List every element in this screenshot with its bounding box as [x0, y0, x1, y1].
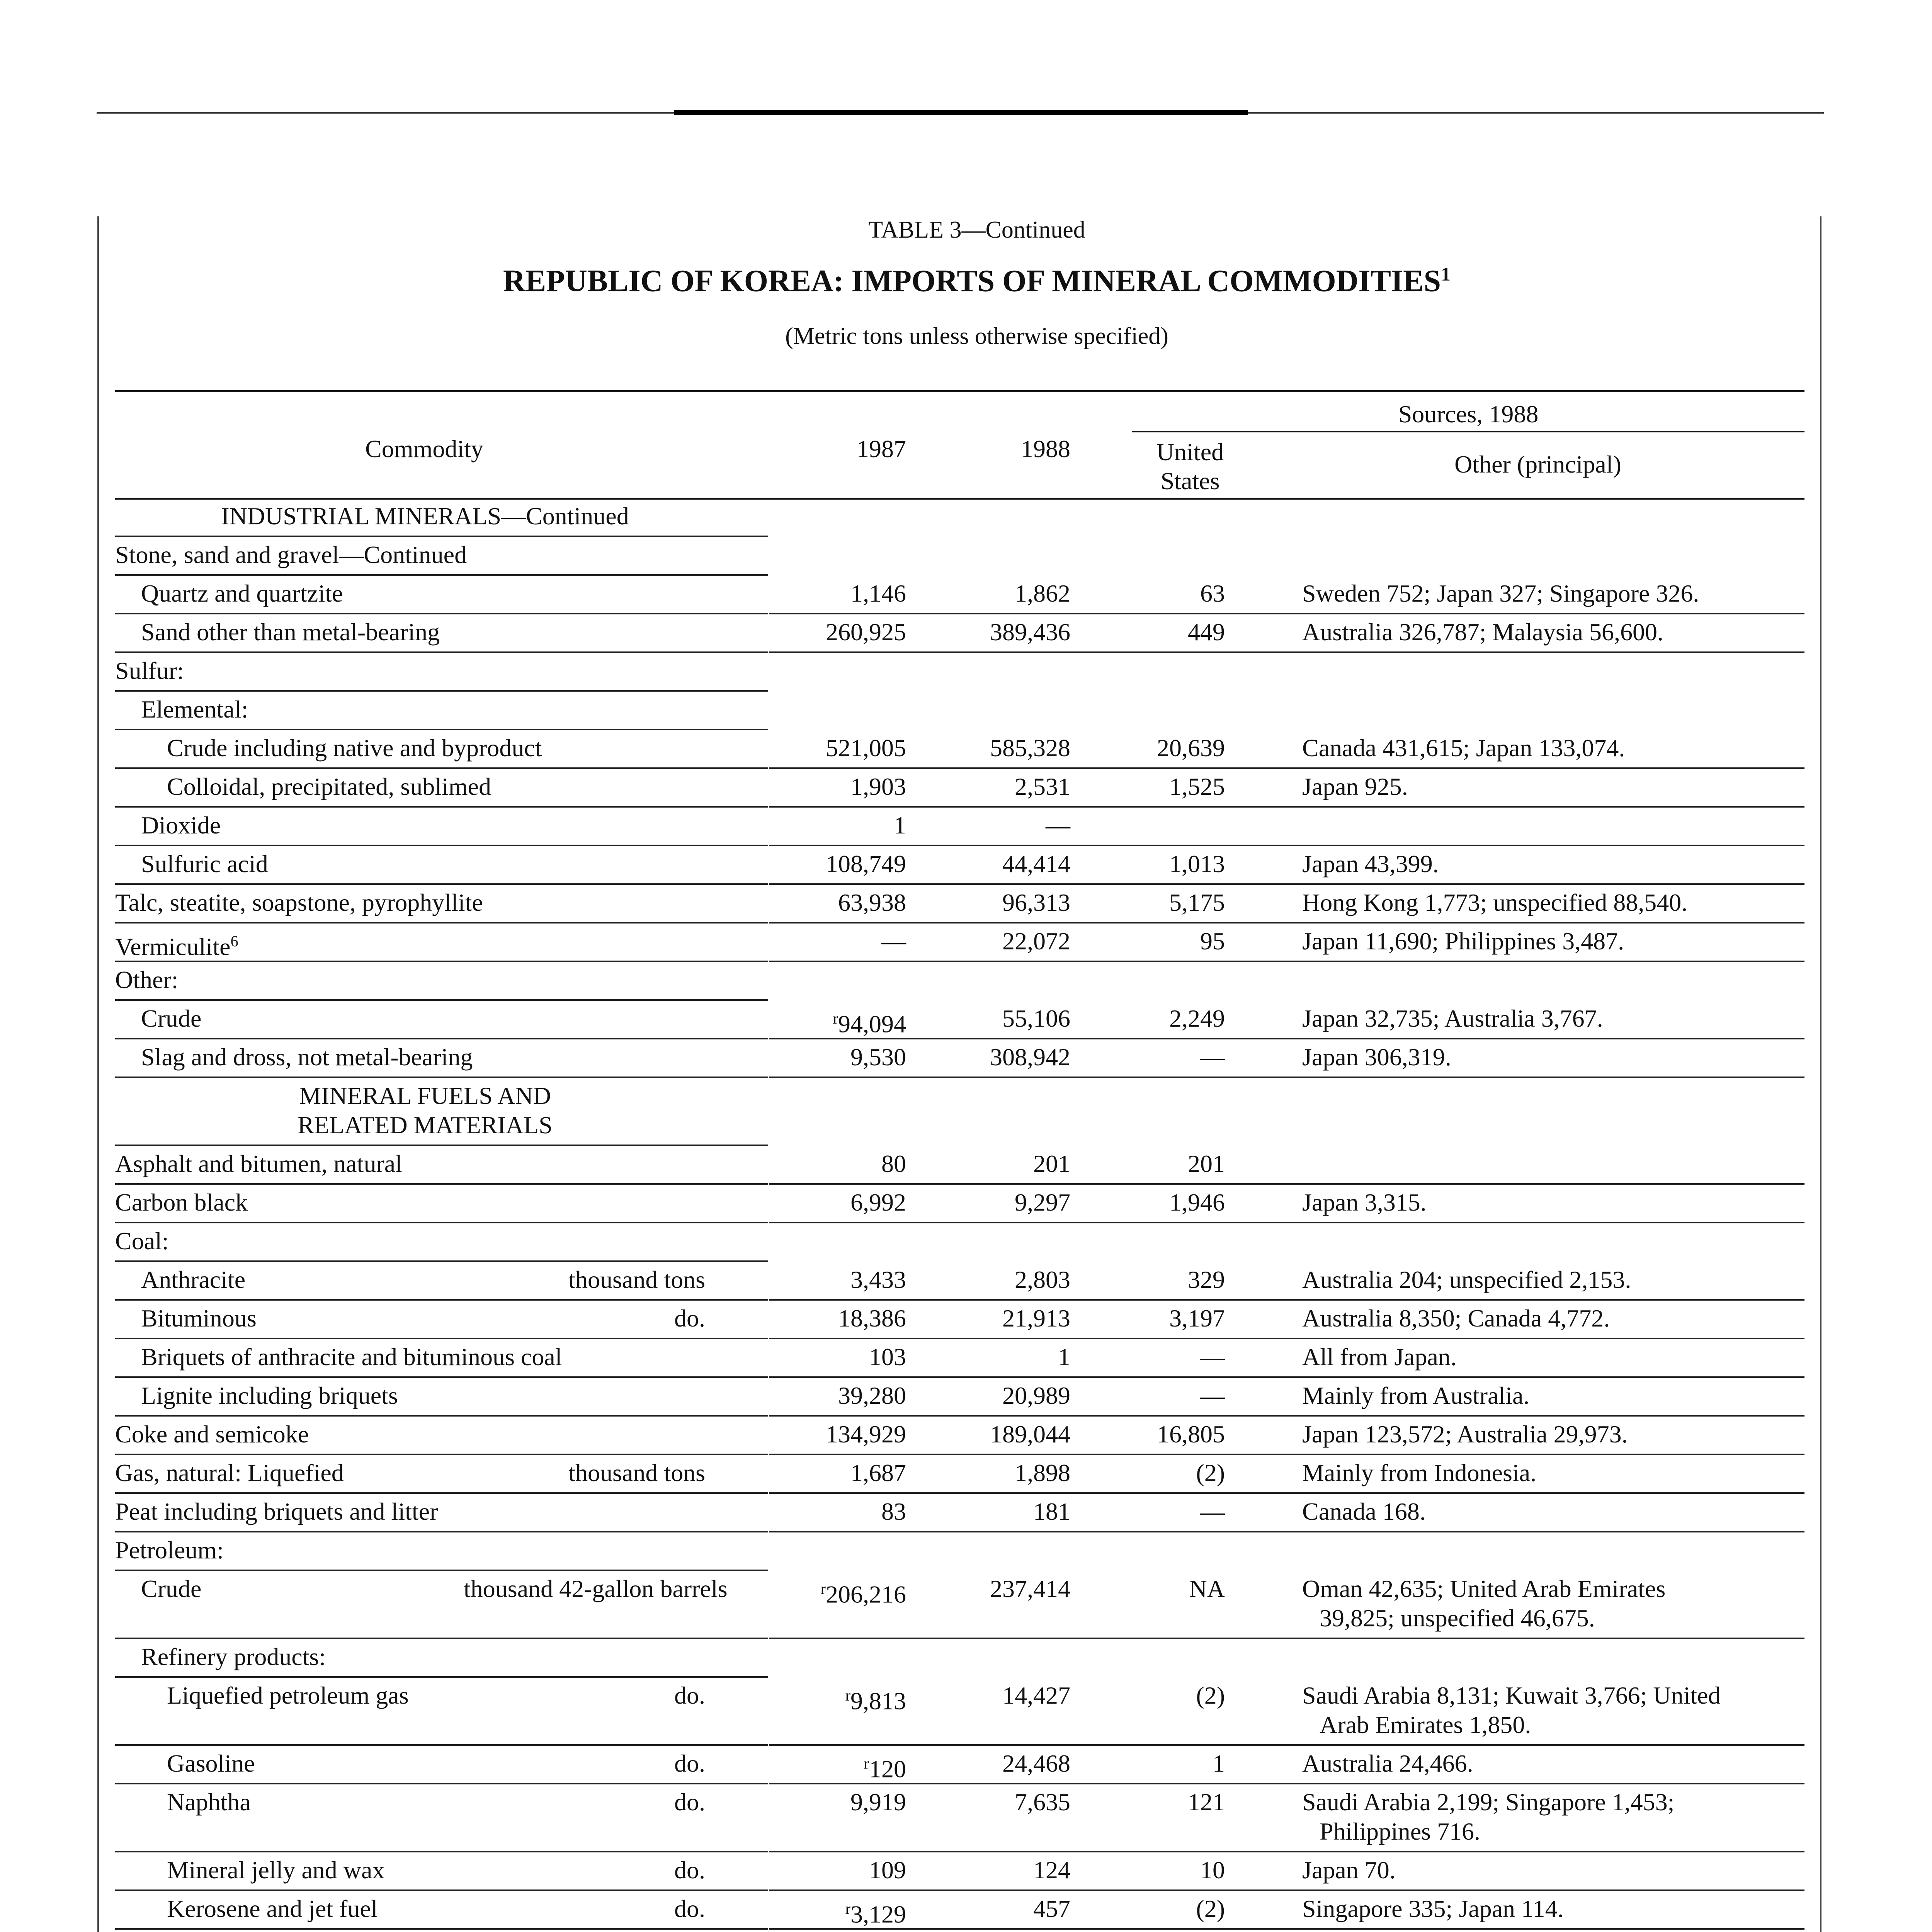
other-sources-line: Japan 123,572; Australia 29,973. — [1302, 1420, 1628, 1448]
table-row — [0, 1339, 1932, 1378]
value-1988: 55,106 — [1002, 1005, 1070, 1032]
other-sources-line: Hong Kong 1,773; unspecified 88,540. — [1302, 889, 1688, 916]
commodity-name-text: Kerosene and jet fuel — [167, 1895, 378, 1922]
value-1987-text: 206,216 — [826, 1580, 906, 1608]
other-sources — [1302, 1681, 1804, 1740]
commodity-name-text: Anthracite — [141, 1266, 246, 1293]
commodity-name — [141, 849, 268, 879]
other-sources — [1302, 1265, 1804, 1294]
section-heading — [155, 502, 696, 531]
commodity-name — [141, 1574, 201, 1604]
value-1987 — [769, 1304, 906, 1333]
value-united-states: NA — [1189, 1575, 1225, 1602]
commodity-name — [115, 888, 483, 917]
commodity-name — [115, 927, 238, 961]
value-united-states: — — [1200, 1343, 1225, 1371]
commodity-name-text: Gasoline — [167, 1750, 255, 1777]
commodity-name-text: Lignite including briquets — [141, 1382, 398, 1409]
value-united-states: 449 — [1188, 618, 1225, 646]
col-header-commodity: Commodity — [365, 435, 483, 463]
group-row — [0, 962, 1932, 1001]
commodity-name — [115, 656, 184, 685]
value-united-states: — — [1200, 1043, 1225, 1071]
unit-label: do. — [674, 1856, 705, 1884]
value-1987-text: 521,005 — [826, 734, 906, 762]
table-row — [0, 1784, 1932, 1852]
value-1987 — [769, 772, 906, 801]
commodity-name-text: Vermiculite — [115, 933, 231, 961]
revised-mark: r — [833, 1010, 838, 1027]
commodity-name — [115, 540, 467, 570]
commodity-name — [115, 1149, 402, 1179]
table-title-footnote-mark: 1 — [1440, 263, 1451, 285]
unit-label: thousand 42-gallon barrels — [464, 1575, 728, 1602]
table-row — [0, 1571, 1932, 1639]
table-row — [0, 1262, 1932, 1301]
other-sources-line: Japan 11,690; Philippines 3,487. — [1302, 927, 1624, 955]
other-sources — [1302, 1188, 1804, 1217]
commodity-name-text: Slag and dross, not metal-bearing — [141, 1043, 473, 1071]
value-1987-text: 9,919 — [850, 1788, 906, 1816]
value-1988: 1 — [1058, 1343, 1070, 1371]
revised-mark: r — [845, 1900, 850, 1917]
value-1987 — [769, 1188, 906, 1217]
commodity-name-text: Other: — [115, 966, 179, 993]
value-1988: 22,072 — [1002, 927, 1070, 955]
value-1987-text: 120 — [869, 1755, 906, 1783]
commodity-name — [115, 1497, 438, 1526]
other-sources — [1302, 1574, 1804, 1633]
commodity-name — [167, 1787, 251, 1817]
value-1987-text: 3,433 — [850, 1266, 906, 1293]
unit-label: do. — [674, 1788, 705, 1816]
value-united-states: 1,013 — [1169, 850, 1225, 878]
commodity-name-text: Colloidal, precipitated, sublimed — [167, 773, 491, 800]
value-united-states: — — [1200, 1498, 1225, 1525]
value-1988: 44,414 — [1002, 850, 1070, 878]
table-row — [0, 1678, 1932, 1746]
commodity-name-text: Liquefied petroleum gas — [167, 1682, 409, 1709]
commodity-name — [115, 1536, 224, 1565]
value-1987 — [769, 1855, 906, 1885]
commodity-name-text: Dioxide — [141, 811, 221, 839]
value-united-states: 1,525 — [1169, 773, 1225, 800]
value-1987 — [769, 1458, 906, 1488]
commodity-name — [141, 1642, 326, 1672]
section-heading-line: INDUSTRIAL MINERALS—Continued — [221, 502, 629, 530]
table-row — [0, 1930, 1932, 1932]
value-1987-text: 103 — [869, 1343, 906, 1371]
section-heading-row — [0, 498, 1932, 537]
commodity-name-text: Bituminous — [141, 1304, 257, 1332]
value-1988: 585,328 — [990, 734, 1070, 762]
other-sources — [1302, 1342, 1804, 1372]
value-1988: 308,942 — [990, 1043, 1070, 1071]
value-1987-text: 6,992 — [850, 1189, 906, 1216]
table-row — [0, 923, 1932, 962]
other-sources-line: Mainly from Australia. — [1302, 1382, 1530, 1409]
commodity-name — [115, 1458, 344, 1488]
commodity-name-text: Talc, steatite, soapstone, pyrophyllite — [115, 889, 483, 916]
section-heading-line: RELATED MATERIALS — [298, 1111, 553, 1139]
commodity-name — [167, 772, 491, 801]
value-1988: 7,635 — [1015, 1788, 1070, 1816]
value-1987-text: 94,094 — [838, 1010, 906, 1038]
value-united-states: 3,197 — [1169, 1304, 1225, 1332]
table-row — [0, 1494, 1932, 1532]
commodity-name — [167, 733, 542, 763]
commodity-name — [141, 1381, 398, 1410]
other-sources — [1302, 772, 1804, 801]
value-united-states: 10 — [1200, 1856, 1225, 1884]
other-sources-line: Japan 43,399. — [1302, 850, 1439, 878]
value-1988: 24,468 — [1002, 1750, 1070, 1777]
value-1987-text: 1,146 — [850, 580, 906, 607]
group-row — [0, 1223, 1932, 1262]
unit-label: do. — [674, 1682, 705, 1709]
col-header-1988: 1988 — [1021, 435, 1070, 463]
revised-mark: r — [864, 1755, 869, 1772]
other-sources — [1302, 1043, 1804, 1072]
commodity-name — [115, 1226, 169, 1256]
value-1987-text: 9,813 — [850, 1687, 906, 1715]
table-row — [0, 1746, 1932, 1784]
table-row — [0, 576, 1932, 614]
other-sources — [1302, 927, 1804, 956]
unit-label: thousand tons — [568, 1459, 705, 1486]
value-1988: 457 — [1033, 1895, 1070, 1922]
value-united-states: 63 — [1200, 580, 1225, 607]
other-sources-line: Oman 42,635; United Arab Emirates — [1302, 1575, 1666, 1602]
value-1987 — [769, 733, 906, 763]
value-1987 — [769, 811, 906, 840]
value-1987-text: 39,280 — [838, 1382, 906, 1409]
value-united-states: (2) — [1196, 1895, 1225, 1922]
revised-mark: r — [845, 1687, 850, 1704]
commodity-footnote-mark: 6 — [230, 932, 238, 950]
commodity-name — [141, 695, 248, 724]
value-1988: 2,803 — [1015, 1266, 1070, 1293]
other-sources-line: Saudi Arabia 8,131; Kuwait 3,766; United — [1302, 1682, 1721, 1709]
value-united-states: 20,639 — [1157, 734, 1225, 762]
other-sources-line: Japan 3,315. — [1302, 1189, 1427, 1216]
value-united-states: 1,946 — [1169, 1189, 1225, 1216]
commodity-name — [141, 1004, 201, 1033]
value-1987 — [769, 1787, 906, 1817]
col-header-us-line2: States — [1160, 467, 1220, 495]
other-sources-line: Saudi Arabia 2,199; Singapore 1,453; — [1302, 1788, 1675, 1816]
other-sources — [1302, 1304, 1804, 1333]
group-row — [0, 1532, 1932, 1571]
table-row — [0, 1417, 1932, 1455]
value-1988: 2,531 — [1015, 773, 1070, 800]
other-sources — [1302, 849, 1804, 879]
value-1987 — [769, 1497, 906, 1526]
table-row — [0, 1455, 1932, 1494]
table-row — [0, 1891, 1932, 1930]
group-row — [0, 537, 1932, 576]
commodity-name-text: Crude — [141, 1005, 202, 1032]
value-1987-text: 134,929 — [826, 1420, 906, 1448]
col-header-us-line1: United — [1156, 438, 1224, 466]
commodity-name-text: Gas, natural: Liquefied — [115, 1459, 344, 1486]
value-united-states: 121 — [1188, 1788, 1225, 1816]
revised-mark: r — [820, 1580, 826, 1597]
value-1987 — [769, 617, 906, 647]
unit-label: do. — [674, 1750, 705, 1777]
group-row — [0, 1639, 1932, 1678]
commodity-name-text: Petroleum: — [115, 1536, 224, 1564]
other-sources — [1302, 1749, 1804, 1778]
value-united-states: — — [1200, 1382, 1225, 1409]
commodity-name-text: Mineral jelly and wax — [167, 1856, 385, 1884]
other-sources-line: Philippines 716. — [1320, 1818, 1481, 1845]
value-united-states: 329 — [1188, 1266, 1225, 1293]
value-1987-text: 83 — [881, 1498, 906, 1525]
other-sources — [1302, 1458, 1804, 1488]
value-1988: — — [1046, 811, 1070, 839]
value-united-states: 1 — [1213, 1750, 1225, 1777]
table-row — [0, 1146, 1932, 1185]
other-sources-line: Canada 168. — [1302, 1498, 1426, 1525]
table-row — [0, 614, 1932, 653]
commodity-name-text: Crude including native and byproduct — [167, 734, 542, 762]
commodity-name-text: Coke and semicoke — [115, 1420, 309, 1448]
other-sources-line: Canada 431,615; Japan 133,074. — [1302, 734, 1625, 762]
commodity-name — [141, 579, 343, 608]
table-row — [0, 1039, 1932, 1078]
other-sources-line: Japan 32,735; Australia 3,767. — [1302, 1005, 1603, 1032]
value-1987-text: 108,749 — [826, 850, 906, 878]
value-1988: 389,436 — [990, 618, 1070, 646]
other-sources — [1302, 1894, 1804, 1923]
commodity-name — [141, 1265, 245, 1294]
value-1987-text: 18,386 — [838, 1304, 906, 1332]
table-row — [0, 808, 1932, 846]
commodity-name — [141, 617, 440, 647]
value-1988: 237,414 — [990, 1575, 1070, 1602]
value-1988: 96,313 — [1002, 889, 1070, 916]
table-row — [0, 1301, 1932, 1339]
table-row — [0, 769, 1932, 808]
table-row — [0, 730, 1932, 769]
other-sources-line: 39,825; unspecified 46,675. — [1320, 1604, 1595, 1632]
value-1987-text: 3,129 — [850, 1900, 906, 1928]
value-1987 — [769, 1420, 906, 1449]
unit-label: thousand tons — [568, 1266, 705, 1293]
other-sources-line: Japan 70. — [1302, 1856, 1396, 1884]
commodity-name — [167, 1855, 384, 1885]
commodity-name — [141, 1342, 562, 1372]
other-sources — [1302, 1381, 1804, 1410]
value-1987-text: 80 — [881, 1150, 906, 1177]
table-subtitle: (Metric tons unless otherwise specified) — [785, 323, 1168, 349]
value-united-states: (2) — [1196, 1459, 1225, 1486]
col-header-sources: Sources, 1988 — [1398, 400, 1539, 428]
value-1988: 189,044 — [990, 1420, 1070, 1448]
other-sources — [1302, 888, 1804, 917]
value-1987 — [769, 1681, 906, 1716]
commodity-name-text: Asphalt and bitumen, natural — [115, 1150, 402, 1177]
value-1988: 1,862 — [1015, 580, 1070, 607]
commodity-name-text: Refinery products: — [141, 1643, 326, 1670]
value-1987 — [769, 849, 906, 879]
value-1987 — [769, 927, 906, 956]
commodity-name — [167, 1749, 255, 1778]
value-united-states: 95 — [1200, 927, 1225, 955]
value-united-states: (2) — [1196, 1682, 1225, 1709]
value-1987 — [769, 1749, 906, 1784]
other-sources-line: Singapore 335; Japan 114. — [1302, 1895, 1564, 1922]
commodity-name — [141, 1043, 473, 1072]
value-1987 — [769, 1574, 906, 1609]
value-1988: 9,297 — [1015, 1189, 1070, 1216]
unit-label: do. — [674, 1304, 705, 1332]
other-sources — [1302, 1497, 1804, 1526]
table-row — [0, 846, 1932, 885]
commodity-name-text: Crude — [141, 1575, 202, 1602]
value-1987-text: 109 — [869, 1856, 906, 1884]
commodity-name-text: Quartz and quartzite — [141, 580, 343, 607]
commodity-name-text: Coal: — [115, 1227, 169, 1255]
table-row — [0, 1378, 1932, 1417]
value-1987 — [769, 1381, 906, 1410]
group-row — [0, 692, 1932, 730]
table-row — [0, 1001, 1932, 1039]
other-sources — [1302, 1004, 1804, 1033]
value-1987 — [769, 1043, 906, 1072]
other-sources-line: Arab Emirates 1,850. — [1320, 1711, 1531, 1738]
value-1987-text: 1 — [894, 811, 906, 839]
other-sources-line: Australia 24,466. — [1302, 1750, 1473, 1777]
other-sources-line: Mainly from Indonesia. — [1302, 1459, 1537, 1486]
value-1987-text: 63,938 — [838, 889, 906, 916]
other-sources-line: Sweden 752; Japan 327; Singapore 326. — [1302, 580, 1699, 607]
commodity-name-text: Stone, sand and gravel—Continued — [115, 541, 467, 568]
other-sources — [1302, 617, 1804, 647]
col-header-other: Other (principal) — [1454, 451, 1621, 478]
table-row — [0, 1185, 1932, 1223]
commodity-name — [115, 1188, 248, 1217]
other-sources-line: All from Japan. — [1302, 1343, 1457, 1371]
value-1988: 124 — [1033, 1856, 1070, 1884]
value-1987 — [769, 1265, 906, 1294]
value-united-states: 5,175 — [1169, 889, 1225, 916]
value-1987 — [769, 1894, 906, 1929]
section-heading-line: MINERAL FUELS AND — [299, 1082, 551, 1109]
value-1988: 14,427 — [1002, 1682, 1070, 1709]
value-1987-text: 260,925 — [826, 618, 906, 646]
other-sources-line: Australia 204; unspecified 2,153. — [1302, 1266, 1631, 1293]
other-sources — [1302, 733, 1804, 763]
value-1987-text: 1,687 — [850, 1459, 906, 1486]
value-united-states: 2,249 — [1169, 1005, 1225, 1032]
section-heading — [155, 1081, 696, 1140]
commodity-name-text: Peat including briquets and litter — [115, 1498, 438, 1525]
other-sources-line: Australia 8,350; Canada 4,772. — [1302, 1304, 1610, 1332]
value-1987 — [769, 1004, 906, 1039]
commodity-name — [115, 965, 179, 995]
col-header-1987: 1987 — [857, 435, 906, 463]
value-1988: 21,913 — [1002, 1304, 1070, 1332]
table-row — [0, 1852, 1932, 1891]
commodity-name-text: Elemental: — [141, 696, 248, 723]
value-1987 — [769, 579, 906, 608]
commodity-name — [167, 1894, 378, 1923]
value-1987-text: 1,903 — [850, 773, 906, 800]
other-sources-line: Australia 326,787; Malaysia 56,600. — [1302, 618, 1663, 646]
commodity-name-text: Naphtha — [167, 1788, 251, 1816]
table-row — [0, 885, 1932, 923]
other-sources — [1302, 1855, 1804, 1885]
value-united-states: 16,805 — [1157, 1420, 1225, 1448]
commodity-name-text: Briquets of anthracite and bituminous coal — [141, 1343, 562, 1371]
group-row — [0, 653, 1932, 692]
commodity-name-text: Carbon black — [115, 1189, 248, 1216]
commodity-name-text: Sulfur: — [115, 657, 184, 684]
other-sources-line: Japan 925. — [1302, 773, 1408, 800]
section-heading-row — [0, 1078, 1932, 1146]
value-1988: 20,989 — [1002, 1382, 1070, 1409]
value-1987 — [769, 1342, 906, 1372]
commodity-name — [115, 1420, 309, 1449]
commodity-name — [141, 1304, 257, 1333]
value-1987-text: 9,530 — [850, 1043, 906, 1071]
value-1987 — [769, 888, 906, 917]
value-1988: 181 — [1033, 1498, 1070, 1525]
commodity-name — [167, 1681, 409, 1710]
other-sources-line: Japan 306,319. — [1302, 1043, 1451, 1071]
value-1987-text: — — [881, 927, 906, 955]
value-united-states: 201 — [1188, 1150, 1225, 1177]
value-1988: 1,898 — [1015, 1459, 1070, 1486]
unit-label: do. — [674, 1895, 705, 1922]
other-sources — [1302, 1787, 1804, 1846]
commodity-name-text: Sand other than metal-bearing — [141, 618, 440, 646]
other-sources — [1302, 579, 1804, 608]
value-1987 — [769, 1149, 906, 1179]
table-title-text: REPUBLIC OF KOREA: IMPORTS OF MINERAL COMMODITIES — [503, 264, 1441, 298]
value-1988: 201 — [1033, 1150, 1070, 1177]
table-label: TABLE 3—Continued — [868, 217, 1085, 243]
commodity-name-text: Sulfuric acid — [141, 850, 268, 878]
other-sources — [1302, 1420, 1804, 1449]
commodity-name — [141, 811, 221, 840]
